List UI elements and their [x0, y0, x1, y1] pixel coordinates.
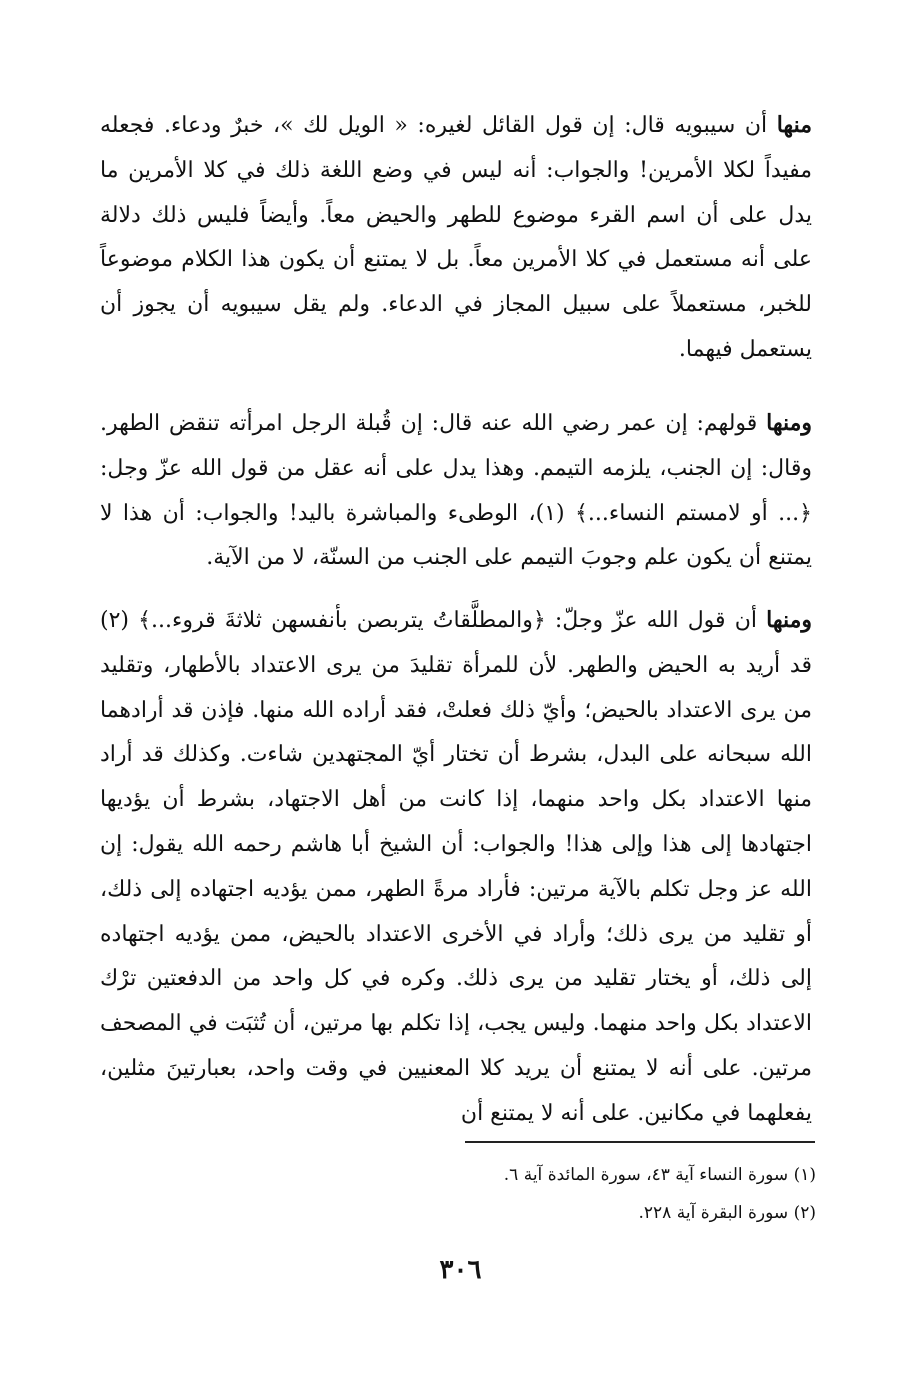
paragraph-2-keyword: ومنها	[766, 410, 812, 436]
paragraph-3-body: أن قول الله عزّ وجلّ: ﴿والمطلَّقاتُ يتربصن بأنفسهن ثلاثةَ قروء...﴾ (٢) قد أريد به الحيض والطهر. لأن للمرأة تقليدَ من يرى الاعتداد بالأطهار، وتقليد من يرى الاعتداد بالحيض؛ وأيّ ذلك فعلتْ، فقد أراده الله منها. فإذن قد أرادهما الله سبحانه على البدل، بشرط أن تختار أيّ المجتهدين شاءت. وكذلك قد أراد منها الاعتداد بكل واحد منهما، إذا كانت من أهل الاجتهاد، بشرط أن يؤديها اجتهادها إلى هذا وإلى هذا! والجواب: أن الشيخ أبا هاشم رحمه الله يقول: إن الله عز وجل تكلم بالآية مرتين: فأراد مرةً الطهر، ممن يؤديه اجتهاده إلى ذلك، أو تقليد من يرى ذلك؛ وأراد في الأخرى الاعتداد بالحيض، ممن يؤديه اجتهاده إلى ذلك، أو يختار تقليد من يرى ذلك. وكره في كل واحد من الدفعتين ترْك الاعتداد بكل واحد منهما. وليس يجب، إذا تكلم بها مرتين، أن تُثبَت في المصحف مرتين. على أنه لا يمتنع أن يريد كلا المعنيين في وقت واحد، بعبارتينَ مثلين، يفعلهما في مكانين. على أنه لا يمتنع أن	[100, 608, 812, 1126]
paragraph-3-keyword: ومنها	[766, 607, 812, 633]
footnote-2: (٢) سورة البقرة آية ٢٢٨.	[638, 1203, 816, 1223]
paragraph-1-keyword: منها	[776, 112, 812, 138]
paragraph-3-text	[100, 598, 812, 1137]
footnotes	[300, 1156, 816, 1232]
paragraph-3	[100, 598, 812, 1137]
paragraph-1	[100, 103, 812, 373]
paragraph-2	[100, 401, 812, 581]
paragraph-1-text	[100, 103, 812, 373]
paragraph-2-text	[100, 401, 812, 581]
paragraph-2-body: قولهم: إن عمر رضي الله عنه قال: إن قُبلة الرجل امرأته تنقض الطهر. وقال: إن الجنب، يلزمه التيمم. وهذا يدل على أنه عقل من قول الله عزّ وجل: ﴿... أو لامستم النساء...﴾ (١)، الوطىء والمباشرة باليد! والجواب: أن هذا لا يمتنع أن يكون علم وجوبَ التيمم على الجنب من السنّة، لا من الآية.	[100, 411, 813, 571]
footnote-divider	[465, 1141, 815, 1143]
footnote-1: (١) سورة النساء آية ٤٣، سورة المائدة آية ٦.	[503, 1165, 816, 1185]
paragraph-1-body: أن سيبويه قال: إن قول القائل لغيره: « الويل لك »، خبرٌ ودعاء. فجعله مفيداً لكلا الأمرين! والجواب: أنه ليس في وضع اللغة ذلك في كلا الأمرين ما يدل على أن اسم القرء موضوع للطهر والحيض معاً. وأيضاً فليس ذلك دلالة على أنه مستعمل في كلا الأمرين معاً. بل لا يمتنع أن يكون هذا الكلام موضوعاً للخبر، مستعملاً على سبيل المجاز في الدعاء. ولم يقل سيبويه أن يجوز أن يستعمل فيهما.	[100, 113, 812, 362]
page-number: ٣٠٦	[439, 1255, 482, 1285]
